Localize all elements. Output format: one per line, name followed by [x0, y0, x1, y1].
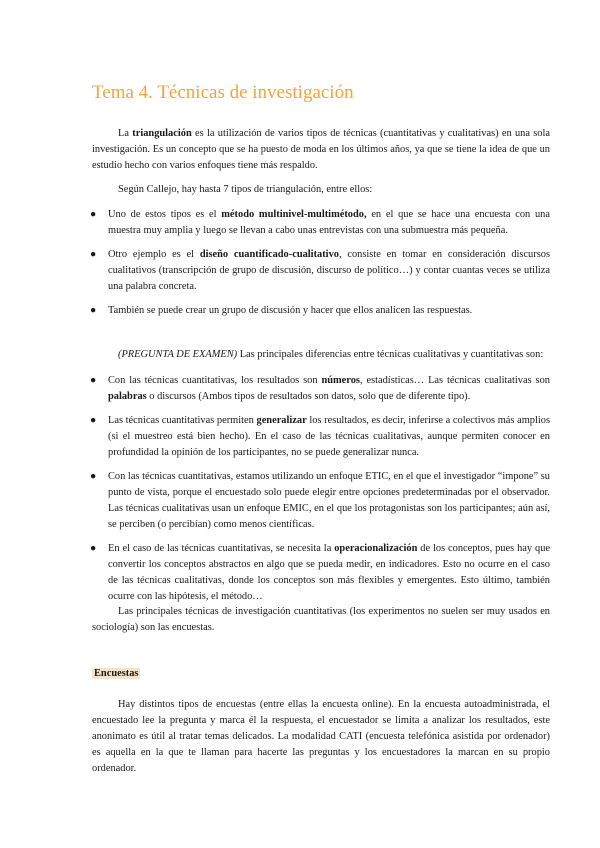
pregunta-paragraph: [92, 347, 550, 363]
item-post2: o discursos (Ambos tipos de resultados son datos, solo que de diferente tipo).: [146, 391, 471, 402]
bullet-icon: ●: [90, 305, 97, 316]
bullet-icon: ●: [90, 415, 97, 426]
item-post: de los conceptos, pues hay que convertir los conceptos abstractos en algo que se pueda medir, en indicadores. Esto no ocurre en el caso de las técnicas cualitativas, donde los conceptos son más flexibles y emergentes. Esto último, también ocurre con las hipótesis, el método…: [108, 543, 551, 602]
item-post: , consiste en tomar en consideración discursos cualitativos (transcripción de grupo de discusión, discurso de político…) y contar cuantas veces se utiliza una palabra concreta.: [108, 249, 550, 292]
item-bold2: palabras: [108, 391, 147, 402]
item-bold: generalizar: [256, 415, 307, 426]
differences-list: [88, 373, 550, 605]
item-pre: Con las técnicas cuantitativas, estamos utilizando un enfoque ETIC, en el que el investigador “impone” su punto de vista, porque el encuestado solo puede elegir entre opciones predeterminadas por el observador. Las técnicas cualitativas usan un enfoque EMIC, en el que los protagonistas son los participantes; aún así, se perciben (o percibían) como menos científicas.: [108, 471, 550, 530]
pregunta-italic: (PREGUNTA DE EXAMEN): [118, 349, 238, 360]
principales-paragraph: Las principales técnicas de investigación cuantitativas (los experimentos no suelen ser muy usados en sociología) son las encuestas.: [92, 606, 550, 633]
bullet-icon: ●: [90, 375, 97, 386]
item-post: los resultados, es decir, inferirse a colectivos más amplios (si el muestreo está bien hecho). En el caso de las técnicas cualitativas, aunque permiten conocer en profundidad la opinión de los participantes, no se puede generalizar nunca.: [108, 415, 550, 458]
item-pre: Con las técnicas cuantitativas, los resultados son: [108, 375, 322, 386]
item-pre: En el caso de las técnicas cuantitativas, se necesita la: [108, 543, 335, 554]
page-title: Tema 4. Técnicas de investigación: [92, 82, 354, 103]
item-bold: método multinivel-multimétodo,: [221, 209, 367, 220]
list-item: [88, 247, 550, 295]
pregunta-post: Las principales diferencias entre técnicas cualitativas y cuantitativas son:: [237, 349, 544, 360]
item-pre: También se puede crear un grupo de discusión y hacer que ellos analicen las respuestas.: [108, 305, 473, 316]
item-bold: operacionalización: [334, 543, 418, 554]
list-item: [88, 207, 550, 239]
list-item: [88, 373, 550, 405]
item-post: , estadísticas… Las técnicas cualitativas son: [359, 375, 550, 386]
encuestas-paragraph: Hay distintos tipos de encuestas (entre ellas la encuesta online). En la encuesta autoadministrada, el encuestado lee la pregunta y marca él la respuesta, el encuestador se limita a analizar los resultados, este anonimato es útil al tratar temas delicados. La modalidad CATI (encuesta telefónica asistida por ordenador) es aquella en la que te llaman para hacerte las preguntas y los encuestadores la marcan en su propio ordenador.: [92, 699, 550, 774]
item-post: en el que se hace una encuesta con una muestra muy amplia y luego se llevan a cabo unas entrevistas con una submuestra más pequeña.: [108, 209, 550, 236]
item-bold: diseño cuantificado-cualitativo: [199, 249, 339, 260]
callejo-paragraph: Según Callejo, hay hasta 7 tipos de triangulación, entre ellos:: [118, 184, 373, 195]
intro-paragraph: [92, 126, 550, 174]
list-item: [88, 303, 550, 319]
item-pre: Otro ejemplo es el: [108, 249, 200, 260]
intro-pre: La: [118, 128, 133, 139]
list-item: [88, 469, 550, 533]
bullet-icon: ●: [90, 543, 97, 554]
intro-bold: triangulación: [132, 128, 192, 139]
bullet-icon: ●: [90, 209, 97, 220]
bullet-icon: ●: [90, 471, 97, 482]
list-item: [88, 413, 550, 461]
triangulation-list: [88, 207, 550, 319]
intro-post: es la utilización de varios tipos de técnicas (cuantitativas y cualitativas) en una sola investigación. Es un concepto que se ha puesto de moda en los últimos años, ya que se tiene la idea de que un estudio hecho con varios enfoques tiene más respaldo.: [92, 128, 551, 171]
encuestas-heading: Encuestas: [94, 668, 139, 679]
item-pre: Las técnicas cuantitativas permiten: [108, 415, 257, 426]
item-bold: números: [321, 375, 360, 386]
bullet-icon: ●: [90, 249, 97, 260]
item-pre: Uno de estos tipos es el: [108, 209, 222, 220]
list-item: [88, 541, 550, 605]
